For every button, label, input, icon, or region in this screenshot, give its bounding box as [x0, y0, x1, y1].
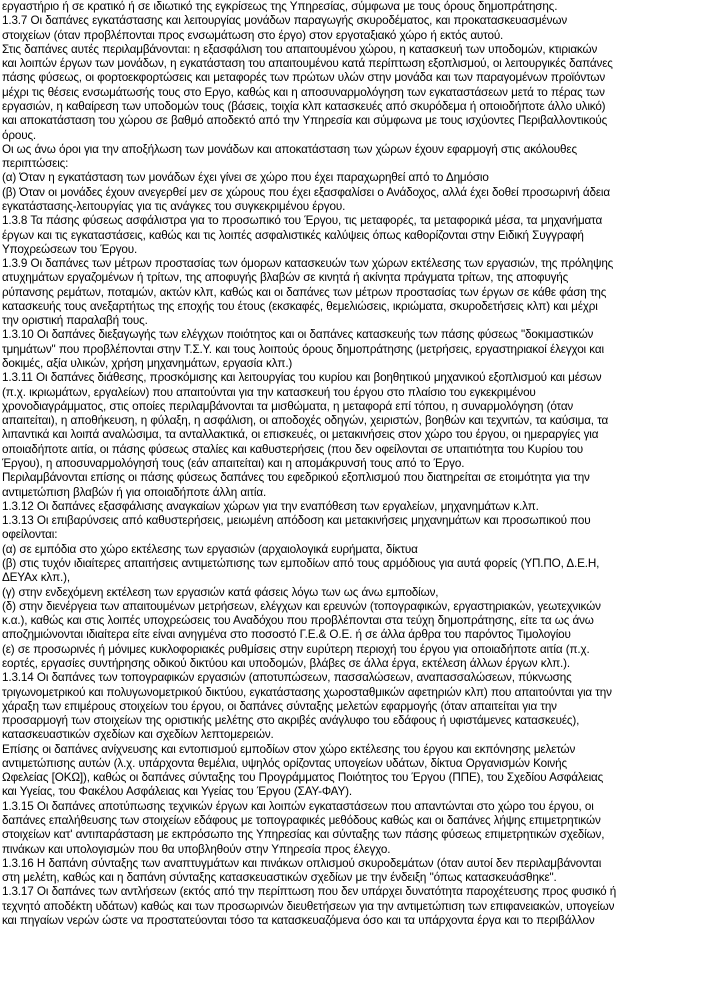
text-line: όρους.: [2, 128, 37, 142]
text-line: (α) Όταν η εγκατάσταση των μονάδων έχει γίνει σε χώρο που έχει παραχωρηθεί από το Δημόσιο: [2, 171, 489, 185]
text-line: λιπαντικά και λοιπά αναλώσιμα, τα ανταλλακτικά, οι επισκευές, οι μετακινήσεις στον χώρο του έργου, οι ημεραργίες για: [2, 428, 599, 442]
text-line: (β) στις τυχόν ιδιαίτερες απαιτήσεις αντιμετώπισης των εμποδίων από τους αρμόδιους για αυτά φορείς (ΥΠ.ΠΟ, Δ.Ε.Η,: [2, 556, 600, 570]
text-line: αντιμετώπισης αυτών (λ.χ. υπάρχοντα θεμέλια, υψηλός ορίζοντας υπογείων υδάτων, δίκτυα Οργανισμών Κοινής: [2, 756, 567, 770]
text-line: Οι ως άνω όροι για την αποξήλωση των μονάδων και αποκατάσταση των χώρων έχουν εφαρμογή στις ακόλουθες: [2, 142, 577, 156]
text-line: οφείλονται:: [2, 528, 58, 542]
text-line: εορτές, εργασίες συντήρησης οδικού δικτύου και υποδομών, βλάβες σε άλλα έργα, εκτέλεση άλλων έργων κλπ.).: [2, 656, 570, 670]
text-line: (δ) στην διενέργεια των απαιτουμένων μετρήσεων, ελέγχων και ερευνών (τοπογραφικών, εργαστηριακών, γεωτεχνικών: [2, 599, 601, 613]
text-line: 1.3.12 Οι δαπάνες εξασφάλισης αναγκαίων χώρων για την εναπόθεση των εργαλείων, μηχανημάτων κ.λπ.: [2, 499, 539, 513]
text-line: ατυχημάτων εργαζομένων ή τρίτων, της αποφυγής βλαβών σε κινητά ή ακίνητα πράγματα τρίτων, της αποφυγής: [2, 271, 569, 285]
text-line: στη μελέτη, καθώς και η δαπάνη σύνταξης κατασκευαστικών σχεδίων με την ένδειξη "όπως κατασκευάσθηκε".: [2, 871, 557, 885]
text-line: δοκιμές, αξία υλικών, χρήση μηχανημάτων, εργασία κλπ.): [2, 357, 293, 371]
text-line: τριγωνομετρικού και πολυγωνομετρικού δικτύου, εγκατάστασης χωροσταθμικών αφετηριών κλπ) που απαιτούνται για την: [2, 685, 612, 699]
text-line: δαπάνες επαλήθευσης των στοιχείων εδάφους με τοπογραφικές μεθόδους καθώς και οι δαπάνες λήψης επιμετρητικών: [2, 814, 601, 828]
text-line: στοιχείων (όταν προβλέπονται προς ενσωμάτωση στο έργο) στον εργοταξιακό χώρο ή εκτός αυτού.: [2, 28, 504, 42]
text-line: 1.3.11 Οι δαπάνες διάθεσης, προσκόμισης και λειτουργίας του κυρίου και βοηθητικού μηχανικού εξοπλισμού και μέσων: [2, 371, 602, 385]
text-line: και Υγείας, του Φακέλου Ασφάλειας και Υγείας του Έργου (ΣΑΥ-ΦΑΥ).: [2, 785, 352, 799]
text-line: εργαστήριο ή σε κρατικό ή σε ιδιωτικό της εγκρίσεως της Υπηρεσίας, σύμφωνα με τους όρους δημοπράτησης.: [2, 0, 558, 13]
text-line: απαιτείται), η αποθήκευση, η φύλαξη, η ασφάλιση, οι αποδοχές οδηγών, χειριστών, βοηθών και τεχνιτών, τα καύσιμα, τα: [2, 414, 609, 428]
text-line: 1.3.10 Οι δαπάνες διεξαγωγής των ελέγχων ποιότητος και οι δαπάνες κατασκευής των πάσης φύσεως "δοκιμαστικών: [2, 328, 594, 342]
text-line: χρονοδιαγράμματος, στις οποίες περιλαμβάνονται τα μισθώματα, η μεταφορά επί τόπου, η συναρμολόγηση (όταν: [2, 399, 574, 413]
text-line: 1.3.9 Οι δαπάνες των μέτρων προστασίας των όμορων κατασκευών των χώρων εκτέλεσης των εργασιών, της πρόληψης: [2, 257, 614, 271]
text-line: αντιμετώπιση βλαβών ή για οποιαδήποτε άλλη αιτία.: [2, 485, 267, 499]
text-line: κ.α.), καθώς και στις λοιπές υποχρεώσεις του Αναδόχου που προβλέπονται στα τεύχη δημοπράτησης, είτε τα ως άνω: [2, 614, 594, 628]
text-line: Επίσης οι δαπάνες ανίχνευσης και εντοπισμού εμποδίων στον χώρο εκτέλεσης του έργου και εκπόνησης μελετών: [2, 742, 576, 756]
text-line: μέχρι τις θέσεις ενσωμάτωσής τους στο Εργο, καθώς και η αποσυναρμολόγηση των εγκαταστάσεων μετά το πέρας των: [2, 85, 605, 99]
text-line: κατασκευής τους ανεξαρτήτως της εποχής του έτους (εκσκαφές, θεμελιώσεις, ικριώματα, σκυροδετήσεις κλπ) και μέχρι: [2, 299, 598, 313]
text-line: πάσης φύσεως, οι φορτοεκφορτώσεις και μεταφορές των πρώτων υλών στην μονάδα και των παραγομένων προϊόντων: [2, 71, 606, 85]
text-line: και πηγαίων νερών ώστε να προστατεύονται τόσο τα κατασκευαζόμενα όσο και τα υπάρχοντα έργα και το περιβάλλον: [2, 914, 595, 927]
text-line: ρύπανσης ρεμάτων, ποταμών, ακτών κλπ, καθώς και οι δαπάνες των μέτρων προστασίας των έργων σε κάθε φάση της: [2, 285, 607, 299]
text-line: 1.3.13 Οι επιβαρύνσεις από καθυστερήσεις, μειωμένη απόδοση και μετακινήσεις μηχανημάτων και προσωπικού που: [2, 514, 591, 528]
text-line: Περιλαμβάνονται επίσης οι πάσης φύσεως δαπάνες του εφεδρικού εξοπλισμού που διατηρείται σε ετοιμότητα για την: [2, 471, 590, 485]
text-line: Υποχρεώσεων του Έργου.: [2, 242, 138, 256]
text-line: τμημάτων" που προβλέπονται στην Τ.Σ.Υ. και τους λοιπούς όρους δημοπράτησης (μετρήσεις, εργαστηριακοί έλεγχοι και: [2, 342, 604, 356]
text-line: τεχνητό αποδέκτη υδάτων) καθώς και των προσωρινών διευθετήσεων για την αντιμετώπιση των επιφανειακών, υπογείων: [2, 899, 615, 913]
text-line: εγκατάστασης-λειτουργίας για τις ανάγκες του συγκεκριμένου έργου.: [2, 199, 346, 213]
text-line: περιπτώσεις:: [2, 157, 69, 171]
text-line: 1.3.8 Τα πάσης φύσεως ασφάλιστρα για το προσωπικό του Έργου, τις μεταφορές, τα μεταφορικά μέσα, τα μηχανήματα: [2, 214, 603, 228]
text-line: (ε) σε προσωρινές ή μόνιμες κυκλοφοριακές ρυθμίσεις στην ευρύτερη περιοχή του έργου για οποιαδήποτε αιτία (π.χ.: [2, 642, 590, 656]
text-line: εργασιών, η καθαίρεση των υποδομών τους (βάσεις, τοιχία κλπ κατασκευές από σκυρόδεμα ή οποιοδήποτε άλλο υλικό): [2, 99, 606, 113]
text-line: 1.3.14 Οι δαπάνες των τοπογραφικών εργασιών (αποτυπώσεων, πασσαλώσεων, αναπασσαλώσεων, πύκνωσης: [2, 671, 572, 685]
text-line: ΔΕΥΑx κλπ.),: [2, 571, 70, 585]
text-line: (γ) στην ενδεχόμενη εκτέλεση των εργασιών κατά φάσεις λόγω των ως άνω εμποδίων,: [2, 585, 439, 599]
text-line: προσαρμογή των στοιχείων της οριστικής μελέτης στο ακριβές ανάγλυφο του εδάφους ή υφιστάμενες κατασκευές),: [2, 714, 580, 728]
text-line: Στις δαπάνες αυτές περιλαμβάνονται: η εξασφάλιση του απαιτουμένου χώρου, η κατασκευή των υποδομών, κτιριακών: [2, 42, 598, 56]
text-line: και αποκατάσταση του χώρου σε βαθμό αποδεκτό από την Υπηρεσία και σύμφωνα με τους ισχύοντες Περιβαλλοντικούς: [2, 114, 608, 128]
text-line: 1.3.7 Οι δαπάνες εγκατάστασης και λειτουργίας μονάδων παραγωγής σκυροδέματος, και προκατασκευασμένων: [2, 14, 568, 28]
text-line: (α) σε εμπόδια στο χώρο εκτέλεσης των εργασιών (αρχαιολογικά ευρήματα, δίκτυα: [2, 542, 418, 556]
text-line: κατασκευαστικών σχεδίων και σχεδίων λεπτομερειών.: [2, 728, 274, 742]
text-line: την οριστική παραλαβή τους.: [2, 314, 148, 328]
text-line: (π.χ. ικριωμάτων, εργαλείων) που απαιτούνται για την κατασκευή του έργου στο πλαίσιο του εγκεκριμένου: [2, 385, 536, 399]
text-line: έργων και τις εγκαταστάσεις, καθώς και τις λοιπές ασφαλιστικές καλύψεις όπως καθορίζονται στην Ειδική Συγγραφή: [2, 228, 584, 242]
text-line: και λοιπών έργων των μονάδων, η εγκατάσταση του απαιτουμένου κατά περίπτωση εξοπλισμού, οι λειτουργικές δαπάνες: [2, 57, 613, 71]
text-line: πινάκων και υπολογισμών που θα υποβληθούν στην Υπηρεσία προς έλεγχο.: [2, 842, 391, 856]
text-line: Έργου), η αποσυναρμολόγησή τους (εάν απαιτείται) και η απομάκρυνσή τους από το Έργο.: [2, 457, 465, 470]
text-line: χάραξη των επιμέρους στοιχείων του έργου, οι δαπάνες σύνταξης μελετών εφαρμογής (όταν απαιτείται για την: [2, 699, 557, 713]
text-line: 1.3.15 Οι δαπάνες αποτύπωσης τεχνικών έργων και λοιπών εγκαταστάσεων που απαντώνται στο χώρο του έργου, οι: [2, 799, 594, 813]
text-line: αποζημιώνονται ιδιαίτερα είτε είναι ανηγμένα στο ποσοστό Γ.Ε.& Ο.Ε. ή σε άλλα άρθρα του παρόντος Τιμολογίου: [2, 628, 571, 642]
text-line: 1.3.16 Η δαπάνη σύνταξης των αναπτυγμάτων και πινάκων οπλισμού σκυροδεμάτων (όταν αυτοί δεν περιλαμβάνονται: [2, 856, 602, 870]
text-line: Ωφελείας [ΟΚΩ]), καθώς οι δαπάνες σύνταξης του Προγράμματος Ποιότητος του Έργου (ΠΠΕ), του Σχεδίου Ασφάλειας: [2, 771, 604, 785]
text-line: στοιχείων κατ' αντιπαράσταση με εκπρόσωπο της Υπηρεσίας και σύνταξης των πάσης φύσεως επιμετρητικών σχεδίων,: [2, 828, 605, 842]
text-line: 1.3.17 Οι δαπάνες των αντλήσεων (εκτός από την περίπτωση που δεν υπάρχει δυνατότητα παροχέτευσης προς φυσικό ή: [2, 885, 617, 899]
text-line: οποιαδήποτε αιτία, οι πάσης φύσεως σταλίες και καθυστερήσεις (που δεν οφείλονται σε υπαιτιότητα του Κυρίου του: [2, 442, 584, 456]
text-line: (β) Όταν οι μονάδες έχουν ανεγερθεί μεν σε χώρους που έχει εξασφαλίσει ο Ανάδοχος, αλλά έχει δοθεί προσωρινή άδεια: [2, 185, 610, 199]
